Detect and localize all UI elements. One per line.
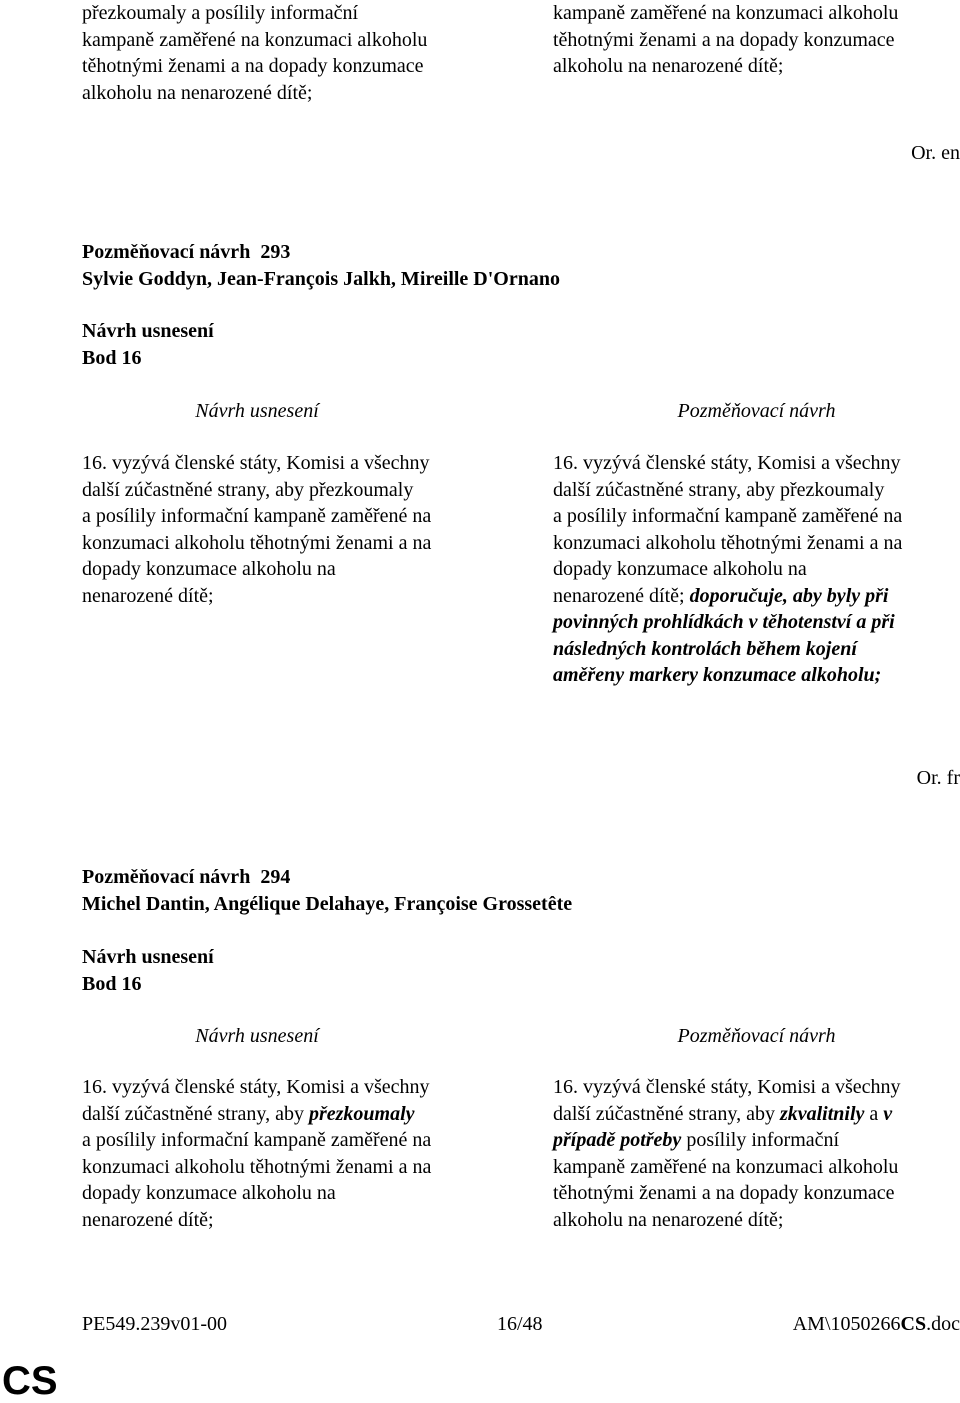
column-heading-amendment: Pozměňovací návrh xyxy=(677,1025,836,1047)
amendment-number: 293 xyxy=(260,241,291,263)
amendment-294-reference xyxy=(82,944,522,997)
text-line xyxy=(553,1101,960,1128)
text-line xyxy=(82,1101,522,1128)
amended-text xyxy=(553,1074,960,1233)
text-fragment: další zúčastněné strany, aby xyxy=(553,1102,780,1125)
changed-word: přezkoumaly xyxy=(308,1102,415,1125)
amendment-authors: Michel Dantin, Angélique Delahaye, Françoise Grossetête xyxy=(82,892,573,915)
proposal-label: Návrh usnesení xyxy=(82,320,214,342)
text-rest: a posílily informační kampaně zaměřené na konzumaci alkoholu těhotnými ženami a na dopady konzumace alkoholu na nenarozené dítě; xyxy=(82,1129,432,1231)
continued-text-left: přezkoumaly a posílily informační kampaně zaměřené na konzumaci alkoholu těhotnými ženami a na dopady konzumace alkoholu na nenarozené dítě; xyxy=(82,2,428,104)
changed-phrase: případě potřeby xyxy=(553,1129,682,1151)
amendment-293-header xyxy=(82,239,782,292)
amended-text-added: doporučuje, aby byly při povinných prohlídkách v těhotenství a při následných kontrolách během kojení aměřeny markery konzumace alkoholu; xyxy=(553,584,895,686)
column-heading-original: Návrh usnesení xyxy=(195,1025,319,1047)
file-lang: CS xyxy=(900,1313,927,1335)
amendment-293-reference xyxy=(82,318,522,371)
text-fragment: posílily informační xyxy=(681,1129,840,1151)
original-text: 16. vyzývá členské státy, Komisi a všechny další zúčastněné strany, aby přezkoumaly a posílily informační kampaně zaměřené na konzumaci alkoholu těhotnými ženami a na dopady konzumace alkoholu na nenarozené dítě; xyxy=(82,452,432,607)
text-fragment: další zúčastněné strany, aby xyxy=(82,1102,309,1125)
original-text xyxy=(82,1074,522,1233)
text-fragment: a xyxy=(864,1102,884,1125)
amendment-authors: Sylvie Goddyn, Jean-François Jalkh, Mireille D'Ornano xyxy=(82,267,560,290)
changed-word: zkvalitnily xyxy=(779,1102,865,1125)
footer-file-name xyxy=(793,1311,960,1338)
original-language-en: Or. en xyxy=(911,142,960,164)
text-line: 16. vyzývá členské státy, Komisi a všechny xyxy=(553,1076,901,1098)
point-label: Bod 16 xyxy=(82,972,142,995)
point-label: Bod 16 xyxy=(82,346,142,369)
proposal-label: Návrh usnesení xyxy=(82,946,214,968)
original-language-fr: Or. fr xyxy=(916,767,960,789)
amendment-title: Pozměňovací návrh xyxy=(82,241,251,263)
amended-text-unchanged: 16. vyzývá členské státy, Komisi a všechny další zúčastněné strany, aby přezkoumaly a posílily informační kampaně zaměřené na konzumaci alkoholu těhotnými ženami a na dopady konzumace alkoholu na nenarozené dítě; xyxy=(553,452,903,607)
amendment-294-header xyxy=(82,864,782,917)
amendment-title: Pozměňovací návrh xyxy=(82,866,251,888)
column-heading-amendment: Pozměňovací návrh xyxy=(677,400,836,422)
text-rest: kampaně zaměřené na konzumaci alkoholu těhotnými ženami a na dopady konzumace alkoholu na nenarozené dítě; xyxy=(553,1155,899,1231)
footer-doc-ref: PE549.239v01-00 xyxy=(82,1313,227,1335)
language-mark: CS xyxy=(2,1359,58,1403)
amendment-number: 294 xyxy=(260,866,291,888)
amended-text xyxy=(553,450,960,689)
column-heading-original: Návrh usnesení xyxy=(195,400,319,422)
file-suffix: .doc xyxy=(926,1313,960,1335)
text-line xyxy=(553,1127,960,1154)
text-line: 16. vyzývá členské státy, Komisi a všechny xyxy=(82,1076,430,1098)
continued-text-right: kampaně zaměřené na konzumaci alkoholu těhotnými ženami a na dopady konzumace alkoholu na nenarozené dítě; xyxy=(553,2,899,77)
file-prefix: AM\1050266 xyxy=(792,1313,901,1335)
footer-page-number: 16/48 xyxy=(497,1313,543,1335)
changed-word: v xyxy=(883,1102,893,1125)
